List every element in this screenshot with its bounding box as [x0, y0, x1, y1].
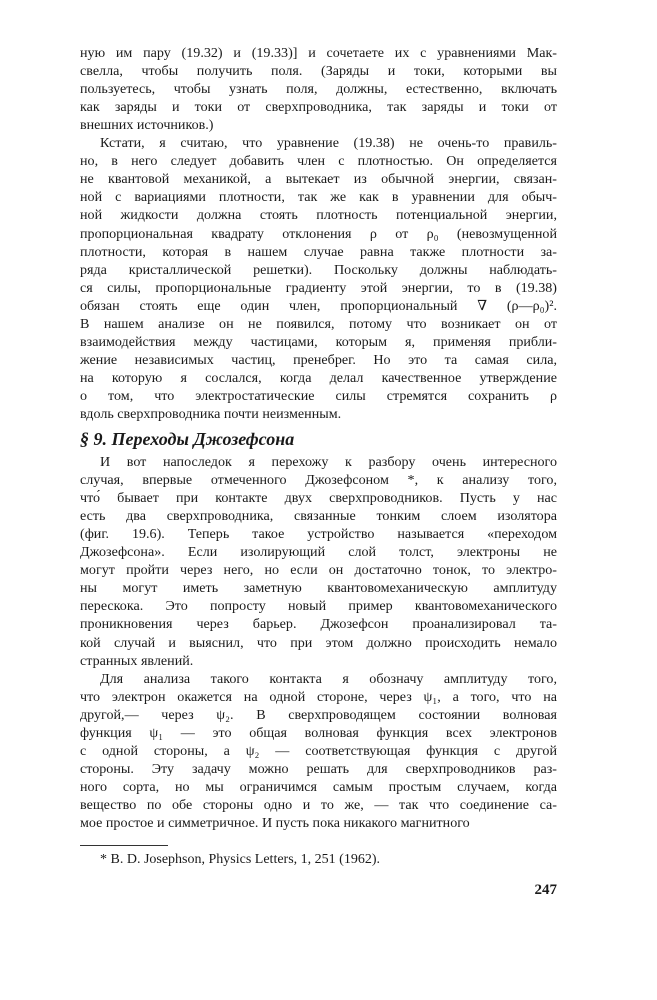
text-line: плотности, которая в нашем случае равна также плотности за-: [80, 243, 557, 260]
text-line: И вот напоследок я перехожу к разбору очень интересного: [100, 454, 557, 470]
footnote: * B. D. Josephson, Physics Letters, 1, 251 (1962).: [100, 852, 380, 867]
text-line: с одной стороны, а ψ₂ — соответствующая функция с другой: [80, 742, 557, 759]
text-line: могут пройти через него, но если он достаточно тонок, то электро-: [80, 562, 557, 579]
text-line: свелла, чтобы получить поля. (Заряды и токи, которыми вы: [80, 63, 557, 79]
text-line: кой случай и выяснил, что при этом должно происходить немало: [80, 634, 557, 651]
text-line: как заряды и токи от сверхпроводника, так заряды и токи от: [80, 99, 557, 116]
text-line: пользуетесь, чтобы узнать поля, должны, естественно, включать: [80, 81, 557, 98]
text-line: мое простое и симметричное. И пусть пока никакого магнитного: [80, 815, 470, 831]
text-line: Кстати, я считаю, что уравнение (19.38) не очень-то правиль-: [100, 135, 557, 152]
text-line: Джозефсона». Если изолирующий слой толст, электроны не: [80, 544, 557, 561]
page-number: 247: [534, 882, 557, 898]
text-line: не квантовой механикой, а вытекает из обычной энергии, связан-: [80, 171, 557, 188]
text-line: случая, впервые отмеченного Джозефсоном *, к анализу того,: [80, 472, 557, 488]
text-line: на которую я сослался, когда делал качественное утверждение: [80, 369, 557, 386]
text-line: ную им пару (19.32) и (19.33)] и сочетаете их с уравнениями Мак-: [80, 45, 557, 61]
text-line: ного сорта, но мы ограничимся самым простым случаем, когда: [80, 778, 557, 795]
text-line: ной с вариациями плотности, так же как в уравнении для обыч-: [80, 189, 557, 206]
text-line: (фиг. 19.6). Теперь такое устройство называется «переходом: [80, 526, 557, 543]
text-line: внешних источников.): [80, 117, 214, 134]
text-line: другой,— через ψ₂. В сверхпроводящем состоянии волновая: [80, 706, 557, 723]
footnote-divider: [80, 845, 168, 846]
text-line: проникновения через барьер. Джозефсон проанализировал та-: [80, 616, 557, 633]
text-line: ряда кристаллической решетки). Поскольку должны наблюдать-: [80, 261, 557, 278]
text-line: странных явлений.: [80, 652, 194, 669]
section-heading: § 9. Переходы Джозефсона: [80, 429, 295, 449]
text-line: что электрон окажется на одной стороне, через ψ₁, а того, что на: [80, 688, 557, 705]
text-line: вещество по обе стороны одно и то же, — так что соединение са-: [80, 796, 557, 813]
text-line: ны могут иметь заметную квантовомеханическую амплитуду: [80, 580, 557, 597]
text-line: Для анализа такого контакта я обозначу амплитуду того,: [100, 670, 557, 687]
text-line: пропорциональная квадрату отклонения ρ от ρ₀ (невозмущенной: [80, 225, 557, 242]
text-line: есть два сверхпроводника, связанные тонким слоем изолятора: [80, 508, 557, 525]
text-line: функция ψ₁ — это общая волновая функция всех электронов: [80, 724, 557, 741]
text-line: стороны. Эту задачу можно решать для сверхпроводников раз-: [80, 760, 557, 777]
text-line: ной жидкости должна стоять плотность потенциальной энергии,: [80, 207, 557, 224]
text-line: ся силы, пропорциональные градиенту этой энергии, то в (19.38): [80, 279, 557, 296]
text-line: вдоль сверхпроводника почти неизменным.: [80, 406, 342, 422]
text-line: обязан стоять еще один член, пропорциональный ∇ (ρ—ρ₀)².: [80, 297, 557, 314]
text-line: жение независимых частиц, пренебрег. Но это та самая сила,: [80, 351, 557, 368]
text-line: взаимодействия между частицами, которым я, применяя прибли-: [80, 333, 557, 350]
text-line: о том, что электростатические силы стремятся сохранить ρ: [80, 387, 557, 404]
text-line: но, в него следует добавить член с плотностью. Он определяется: [80, 153, 557, 170]
text-line: В нашем анализе он не появился, потому что возникает он от: [80, 315, 557, 332]
text-line: что́ бывает при контакте двух сверхпроводников. Пусть у нас: [80, 490, 557, 507]
text-line: перескока. Это попросту новый пример квантовомеханического: [80, 598, 557, 615]
